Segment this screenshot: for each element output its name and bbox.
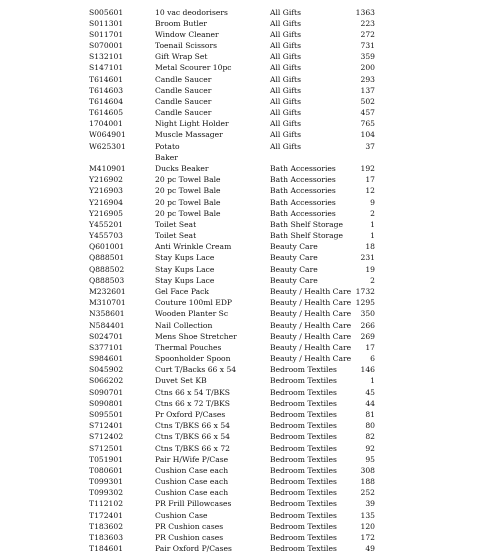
item-description: Cushion Case each	[155, 465, 229, 475]
item-category: Bedroom Textiles	[270, 454, 337, 464]
item-quantity: 39	[365, 499, 375, 509]
item-quantity: 120	[360, 521, 375, 531]
table-row	[0, 443, 500, 454]
item-code: 1704001	[89, 119, 123, 129]
item-category: All Gifts	[270, 29, 302, 39]
item-quantity: 350	[360, 309, 375, 319]
item-code: Q601001	[89, 242, 125, 252]
item-description: Cushion Case each	[155, 477, 229, 487]
item-category: Beauty / Health Care	[270, 309, 352, 319]
item-code: Y455201	[89, 219, 124, 229]
item-code: T614604	[89, 96, 124, 106]
item-description: Couture 100ml EDP	[155, 298, 233, 308]
table-row	[0, 7, 500, 18]
item-quantity: 188	[360, 477, 375, 487]
item-code: S132101	[89, 52, 124, 62]
item-category: Beauty / Health Care	[270, 298, 352, 308]
item-description: 10 vac deodorisers	[155, 7, 228, 17]
item-description: Ctns 66 x 72 T/BKS	[155, 398, 230, 408]
item-quantity: 192	[360, 164, 375, 174]
item-description: Cushion Case	[155, 510, 208, 520]
table-row	[0, 174, 500, 185]
item-description: Muscle Massager	[155, 130, 223, 140]
item-description: Wooden Planter Sc	[155, 309, 229, 319]
item-description: Mens Shoe Stretcher	[155, 331, 237, 341]
item-quantity: 1	[370, 219, 375, 229]
item-quantity: 44	[365, 398, 375, 408]
item-quantity: 18	[365, 242, 375, 252]
table-row	[0, 331, 500, 342]
table-row	[0, 498, 500, 509]
item-description: Ctns T/BKS 66 x 72	[155, 443, 230, 453]
item-description: Ctns 66 x 54 T/BKS	[155, 387, 230, 397]
item-quantity: 9	[370, 197, 375, 207]
item-quantity: 502	[360, 96, 375, 106]
item-code: T184601	[89, 544, 124, 554]
item-description: Stay Kups Lace	[155, 264, 215, 274]
item-description: Potato	[155, 141, 180, 151]
item-description: Ducks Beaker	[155, 164, 209, 174]
table-row	[0, 241, 500, 252]
item-code: S024701	[89, 331, 124, 341]
table-row	[0, 40, 500, 51]
item-description: Gift Wrap Set	[155, 52, 208, 62]
item-quantity: 223	[360, 18, 375, 28]
table-row	[0, 18, 500, 29]
item-code: T183602	[89, 521, 124, 531]
item-category: All Gifts	[270, 85, 302, 95]
item-description: 20 pc Towel Bale	[155, 186, 221, 196]
item-description: Stay Kups Lace	[155, 275, 215, 285]
item-quantity: 457	[360, 108, 375, 118]
item-category: Beauty Care	[270, 275, 318, 285]
table-row	[0, 465, 500, 476]
item-code: S011701	[89, 29, 124, 39]
item-code: T080601	[89, 465, 124, 475]
item-category: All Gifts	[270, 52, 302, 62]
item-category: Bedroom Textiles	[270, 443, 337, 453]
item-code: S712401	[89, 421, 124, 431]
table-row	[0, 409, 500, 420]
item-category: Bedroom Textiles	[270, 432, 337, 442]
item-category: All Gifts	[270, 130, 302, 140]
item-category: All Gifts	[270, 108, 302, 118]
table-row	[0, 476, 500, 487]
item-quantity: 269	[360, 331, 375, 341]
item-code: M410901	[89, 164, 126, 174]
item-code: S005601	[89, 7, 124, 17]
item-code: Q888501	[89, 253, 125, 263]
table-row	[0, 375, 500, 386]
table-row	[0, 264, 500, 275]
item-code: T099301	[89, 477, 124, 487]
item-description: Ctns T/BKS 66 x 54	[155, 421, 230, 431]
item-code: Q888503	[89, 275, 125, 285]
item-quantity: 135	[360, 510, 375, 520]
item-quantity: 272	[360, 29, 375, 39]
table-row	[0, 308, 500, 319]
item-description: Broom Butler	[155, 18, 208, 28]
item-description: Nail Collection	[155, 320, 213, 330]
item-description: PR Frill Pillowcases	[155, 499, 232, 509]
item-quantity: 82	[365, 432, 375, 442]
item-category: Bath Accessories	[270, 164, 336, 174]
table-row	[0, 342, 500, 353]
table-row	[0, 420, 500, 431]
item-description: PR Cushion cases	[155, 532, 224, 542]
item-code: S011301	[89, 18, 124, 28]
item-quantity: 200	[360, 63, 375, 73]
item-description: Pr Oxford P/Cases	[155, 409, 226, 419]
item-quantity: 81	[365, 409, 375, 419]
item-code: Y455703	[89, 231, 124, 241]
item-code: T051901	[89, 454, 124, 464]
table-row	[0, 62, 500, 73]
item-category: Bedroom Textiles	[270, 409, 337, 419]
item-quantity: 49	[365, 544, 375, 554]
item-description: Duvet Set KB	[155, 376, 207, 386]
table-row	[0, 51, 500, 62]
table-row	[0, 286, 500, 297]
table-row	[0, 152, 500, 163]
item-category: All Gifts	[270, 74, 302, 84]
item-quantity: 252	[360, 488, 375, 498]
item-description: 20 pc Towel Bale	[155, 197, 221, 207]
item-code: W625301	[89, 141, 126, 151]
item-quantity: 17	[365, 342, 375, 352]
item-description: Toilet Seat	[155, 219, 197, 229]
table-row	[0, 74, 500, 85]
table-row	[0, 532, 500, 543]
item-quantity: 19	[365, 264, 375, 274]
item-quantity: 1363	[355, 7, 375, 17]
item-description: 20 pc Towel Bale	[155, 208, 221, 218]
item-quantity: 95	[365, 454, 375, 464]
item-category: Bedroom Textiles	[270, 387, 337, 397]
item-quantity: 146	[360, 365, 375, 375]
table-row	[0, 230, 500, 241]
table-row	[0, 387, 500, 398]
table-row	[0, 141, 500, 152]
item-quantity: 80	[365, 421, 375, 431]
item-quantity: 293	[360, 74, 375, 84]
item-category: Beauty Care	[270, 242, 318, 252]
table-row	[0, 252, 500, 263]
item-code: T614601	[89, 74, 124, 84]
item-category: Bedroom Textiles	[270, 465, 337, 475]
item-category: Bedroom Textiles	[270, 376, 337, 386]
item-category: Bedroom Textiles	[270, 398, 337, 408]
item-category: Beauty / Health Care	[270, 342, 352, 352]
item-code: T172401	[89, 510, 124, 520]
item-category: Beauty / Health Care	[270, 320, 352, 330]
item-quantity: 765	[360, 119, 375, 129]
table-row	[0, 510, 500, 521]
item-code: S066202	[89, 376, 124, 386]
item-category: Beauty Care	[270, 253, 318, 263]
item-code: S045902	[89, 365, 124, 375]
item-description: Toilet Seat	[155, 231, 197, 241]
item-category: Bath Accessories	[270, 197, 336, 207]
item-category: Beauty / Health Care	[270, 331, 352, 341]
item-code: S070001	[89, 41, 124, 51]
table-row	[0, 454, 500, 465]
item-category: All Gifts	[270, 119, 302, 129]
item-code: T614605	[89, 108, 124, 118]
item-description: Ctns T/BKS 66 x 54	[155, 432, 230, 442]
item-category: Bedroom Textiles	[270, 532, 337, 542]
item-category: Bath Accessories	[270, 186, 336, 196]
item-quantity: 6	[370, 354, 375, 364]
item-quantity: 45	[365, 387, 375, 397]
item-category: Bedroom Textiles	[270, 510, 337, 520]
table-row	[0, 521, 500, 532]
item-category: Beauty / Health Care	[270, 287, 352, 296]
item-category: Bedroom Textiles	[270, 499, 337, 509]
item-description: Metal Scourer 10pc	[155, 63, 232, 73]
item-code: S712501	[89, 443, 124, 453]
item-description: PR Cushion cases	[155, 521, 224, 531]
item-quantity: 231	[360, 253, 375, 263]
item-description: Gel Face Pack	[155, 287, 209, 296]
item-quantity: 1	[370, 376, 375, 386]
item-category: Bedroom Textiles	[270, 544, 337, 554]
item-quantity: 2	[370, 208, 375, 218]
item-description: Spoonholder Spoon	[155, 354, 231, 364]
item-code: S147101	[89, 63, 124, 73]
item-quantity: 17	[365, 175, 375, 185]
item-code: Q888502	[89, 264, 125, 274]
item-description: Cushion Case each	[155, 488, 229, 498]
item-category: All Gifts	[270, 7, 302, 17]
item-description: Stay Kups Lace	[155, 253, 215, 263]
item-code: S377101	[89, 342, 124, 352]
item-code: T183603	[89, 532, 124, 542]
table-row	[0, 208, 500, 219]
item-description: Thermal Pouches	[155, 342, 222, 352]
item-description: Night Light Holder	[155, 119, 229, 129]
table-row	[0, 118, 500, 129]
item-description: Toenail Scissors	[155, 41, 218, 51]
item-code: Y216905	[89, 208, 124, 218]
item-code: T099302	[89, 488, 124, 498]
item-category: Bedroom Textiles	[270, 365, 337, 375]
item-code: T614603	[89, 85, 124, 95]
item-description: Candle Saucer	[155, 74, 212, 84]
table-row	[0, 353, 500, 364]
item-quantity: 1732	[355, 287, 375, 296]
item-category: All Gifts	[270, 41, 302, 51]
item-description: Pair H/Wife P/Case	[155, 454, 229, 464]
item-description: Candle Saucer	[155, 108, 212, 118]
item-description: Baker	[155, 152, 178, 162]
item-quantity: 308	[360, 465, 375, 475]
item-code: S984601	[89, 354, 124, 364]
item-code: M310701	[89, 298, 126, 308]
item-description: Window Cleaner	[155, 29, 219, 39]
item-quantity: 137	[360, 85, 375, 95]
item-code: Y216903	[89, 186, 124, 196]
item-quantity: 359	[360, 52, 375, 62]
item-code: S090701	[89, 387, 124, 397]
table-row	[0, 185, 500, 196]
item-category: Bath Accessories	[270, 208, 336, 218]
table-row	[0, 29, 500, 40]
item-category: All Gifts	[270, 96, 302, 106]
item-code: S095501	[89, 409, 124, 419]
item-quantity: 1295	[355, 298, 375, 308]
item-quantity: 266	[360, 320, 375, 330]
item-category: Bedroom Textiles	[270, 421, 337, 431]
item-code: N584401	[89, 320, 125, 330]
item-code: N358601	[89, 309, 125, 319]
table-row	[0, 431, 500, 442]
item-category: All Gifts	[270, 18, 302, 28]
item-category: Bedroom Textiles	[270, 521, 337, 531]
item-code: T112102	[89, 499, 124, 509]
item-quantity: 12	[365, 186, 375, 196]
item-category: All Gifts	[270, 63, 302, 73]
table-row	[0, 197, 500, 208]
item-description: Candle Saucer	[155, 96, 212, 106]
item-description: Pair Oxford P/Cases	[155, 544, 232, 554]
table-row	[0, 85, 500, 96]
item-quantity: 92	[365, 443, 375, 453]
item-quantity: 1	[370, 231, 375, 241]
item-quantity: 2	[370, 275, 375, 285]
table-row	[0, 96, 500, 107]
table-row	[0, 163, 500, 174]
item-description: Candle Saucer	[155, 85, 212, 95]
item-code: Y216902	[89, 175, 124, 185]
item-code: Y216904	[89, 197, 124, 207]
item-code: S090801	[89, 398, 124, 408]
item-description: Curt T/Backs 66 x 54	[155, 365, 237, 375]
item-quantity: 731	[360, 41, 375, 51]
item-description: Anti Wrinkle Cream	[155, 242, 232, 252]
table-row	[0, 297, 500, 308]
item-code: S712402	[89, 432, 124, 442]
item-description: 20 pc Towel Bale	[155, 175, 221, 185]
table-row	[0, 219, 500, 230]
item-quantity: 37	[365, 141, 375, 151]
item-category: Bedroom Textiles	[270, 488, 337, 498]
item-quantity: 104	[360, 130, 375, 140]
table-row	[0, 398, 500, 409]
item-code: M232601	[89, 287, 126, 296]
item-category: Bath Shelf Storage	[270, 231, 344, 241]
item-code: W064901	[89, 130, 126, 140]
item-category: Beauty / Health Care	[270, 354, 352, 364]
table-row	[0, 543, 500, 554]
item-category: All Gifts	[270, 141, 302, 151]
item-category: Bath Shelf Storage	[270, 219, 344, 229]
item-category: Bedroom Textiles	[270, 477, 337, 487]
table-row	[0, 129, 500, 140]
item-category: Bath Accessories	[270, 175, 336, 185]
table-row	[0, 487, 500, 498]
item-quantity: 172	[360, 532, 375, 542]
item-category: Beauty Care	[270, 264, 318, 274]
table-row	[0, 107, 500, 118]
table-row	[0, 275, 500, 286]
table-row	[0, 364, 500, 375]
table-row	[0, 320, 500, 331]
